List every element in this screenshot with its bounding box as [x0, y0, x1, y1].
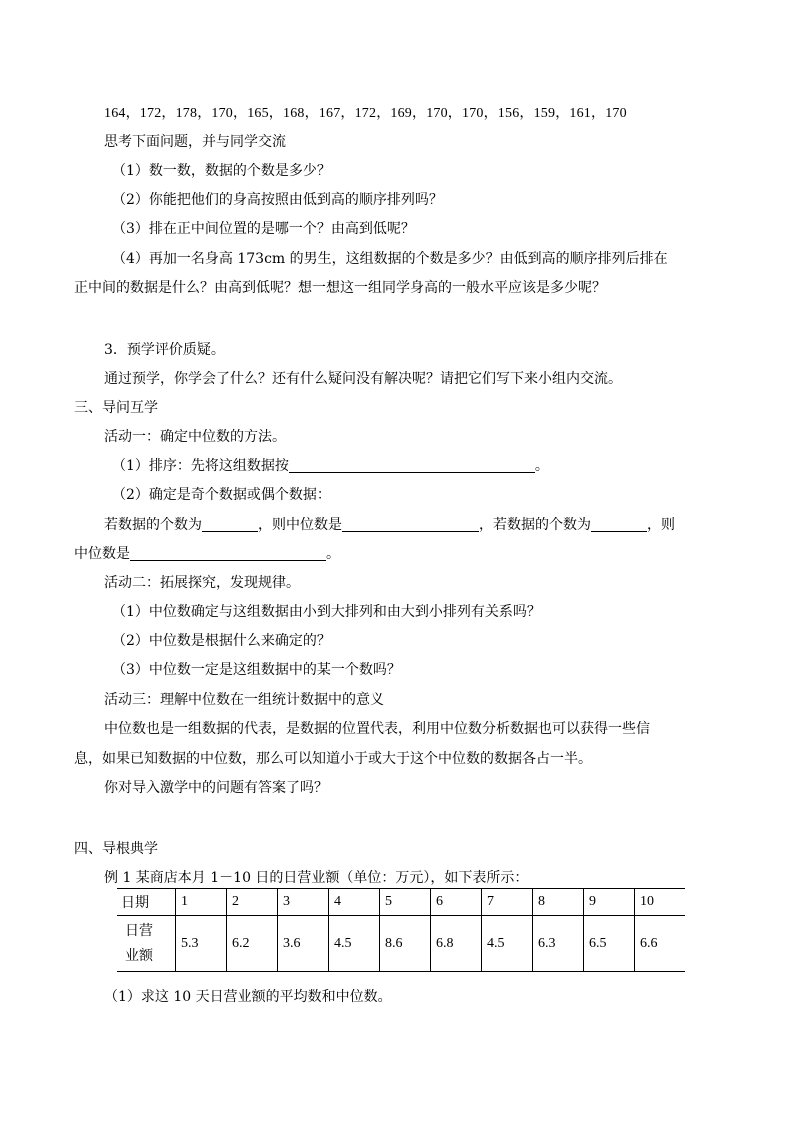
step-1-text: （1）排序：先将这组数据按 [112, 458, 289, 474]
example-1-question-1: （1）求这 10 天日营业额的平均数和中位数。 [104, 989, 392, 1005]
date-header: 日期 [117, 889, 176, 916]
fill-text-d: ，则 [647, 517, 675, 533]
think-intro: 思考下面问题，并与同学交流 [104, 134, 286, 150]
activity-2-question-3: （3）中位数一定是这组数据中的某一个数吗？ [112, 662, 401, 678]
sales-cell: 5.3 [176, 916, 227, 972]
activity-2-question-1: （1）中位数确定与这组数据由小到大排列和由大到小排列有关系吗？ [112, 604, 541, 620]
median-fill-line-2 [74, 544, 340, 564]
even-count-blank[interactable] [591, 516, 647, 532]
odd-median-blank[interactable] [342, 516, 479, 532]
preview-eval-text: 通过预学，你学会了什么？还有什么疑问没有解决呢？请把它们写下来小组内交流。 [104, 371, 622, 387]
sales-table [117, 888, 685, 972]
day-cell: 10 [635, 889, 686, 916]
activity-1-step-1 [112, 456, 549, 476]
preview-eval-item: 3．预学评价质疑。 [104, 342, 225, 358]
sales-cell: 4.5 [482, 916, 533, 972]
median-fill-line-1 [104, 515, 675, 535]
sales-cell: 6.3 [533, 916, 584, 972]
heights-data-line: 164，172，178，170，165，168，167，172，169，170，170，156，159，161，170 [104, 106, 627, 121]
fill-text-a: 若数据的个数为 [104, 517, 202, 533]
odd-count-blank[interactable] [202, 516, 258, 532]
day-cell: 3 [278, 889, 329, 916]
activity-1-step-2: （2）确定是奇个数据或偶个数据： [112, 487, 331, 503]
day-cell: 4 [329, 889, 380, 916]
sales-cell: 6.5 [584, 916, 635, 972]
sort-order-blank[interactable] [289, 457, 535, 473]
example-1-title: 例 1 某商店本月 1－10 日的日营业额（单位：万元），如下表所示： [104, 870, 529, 886]
question-4-line1: （4）再加一名身高 173cm 的男生，这组数据的个数是多少？由低到高的顺序排列后排在 [112, 251, 668, 267]
day-cell: 8 [533, 889, 584, 916]
day-cell: 2 [227, 889, 278, 916]
sales-cell: 6.6 [635, 916, 686, 972]
activity-3-para-line2: 息，如果已知数据的中位数，那么可以知道小于或大于这个中位数的数据各占一半。 [74, 751, 592, 767]
activity-3-para-line1: 中位数也是一组数据的代表，是数据的位置代表，利用中位数分析数据也可以获得一些信 [104, 721, 650, 737]
activity-2-question-2: （2）中位数是根据什么来确定的？ [112, 633, 331, 649]
question-3: （3）排在正中间位置的是哪一个？由高到低呢？ [112, 221, 415, 237]
question-1: （1）数一数，数据的个数是多少？ [112, 163, 331, 179]
fill-text-c: ，若数据的个数为 [479, 517, 591, 533]
day-cell: 5 [380, 889, 431, 916]
table-row-sales [117, 916, 685, 972]
sales-cell: 3.6 [278, 916, 329, 972]
sales-cell: 6.2 [227, 916, 278, 972]
period: 。 [326, 546, 340, 562]
sales-header [117, 916, 176, 972]
activity-1-title: 活动一：确定中位数的方法。 [104, 429, 286, 445]
period: 。 [534, 458, 549, 474]
even-median-blank[interactable] [130, 545, 326, 561]
day-cell: 9 [584, 889, 635, 916]
table-row-dates [117, 889, 685, 916]
fill-text-e: 中位数是 [74, 546, 130, 562]
section-3-title: 三、导问互学 [74, 400, 158, 416]
day-cell: 6 [431, 889, 482, 916]
fill-text-b: ，则中位数是 [258, 517, 342, 533]
sales-header-line1: 日营 [125, 922, 153, 939]
activity-2-title: 活动二：拓展探究，发现规律。 [104, 575, 300, 591]
sales-cell: 8.6 [380, 916, 431, 972]
section-4-title: 四、导根典学 [74, 841, 158, 857]
activity-3-question: 你对导入激学中的问题有答案了吗？ [104, 780, 328, 796]
day-cell: 7 [482, 889, 533, 916]
sales-cell: 4.5 [329, 916, 380, 972]
question-2: （2）你能把他们的身高按照由低到高的顺序排列吗？ [112, 192, 443, 208]
question-4-line2: 正中间的数据是什么？由高到低呢？想一想这一组同学身高的一般水平应该是多少呢？ [74, 280, 606, 296]
sales-cell: 6.8 [431, 916, 482, 972]
sales-header-line2: 业额 [125, 947, 153, 964]
activity-3-title: 活动三：理解中位数在一组统计数据中的意义 [104, 692, 384, 708]
day-cell: 1 [176, 889, 227, 916]
